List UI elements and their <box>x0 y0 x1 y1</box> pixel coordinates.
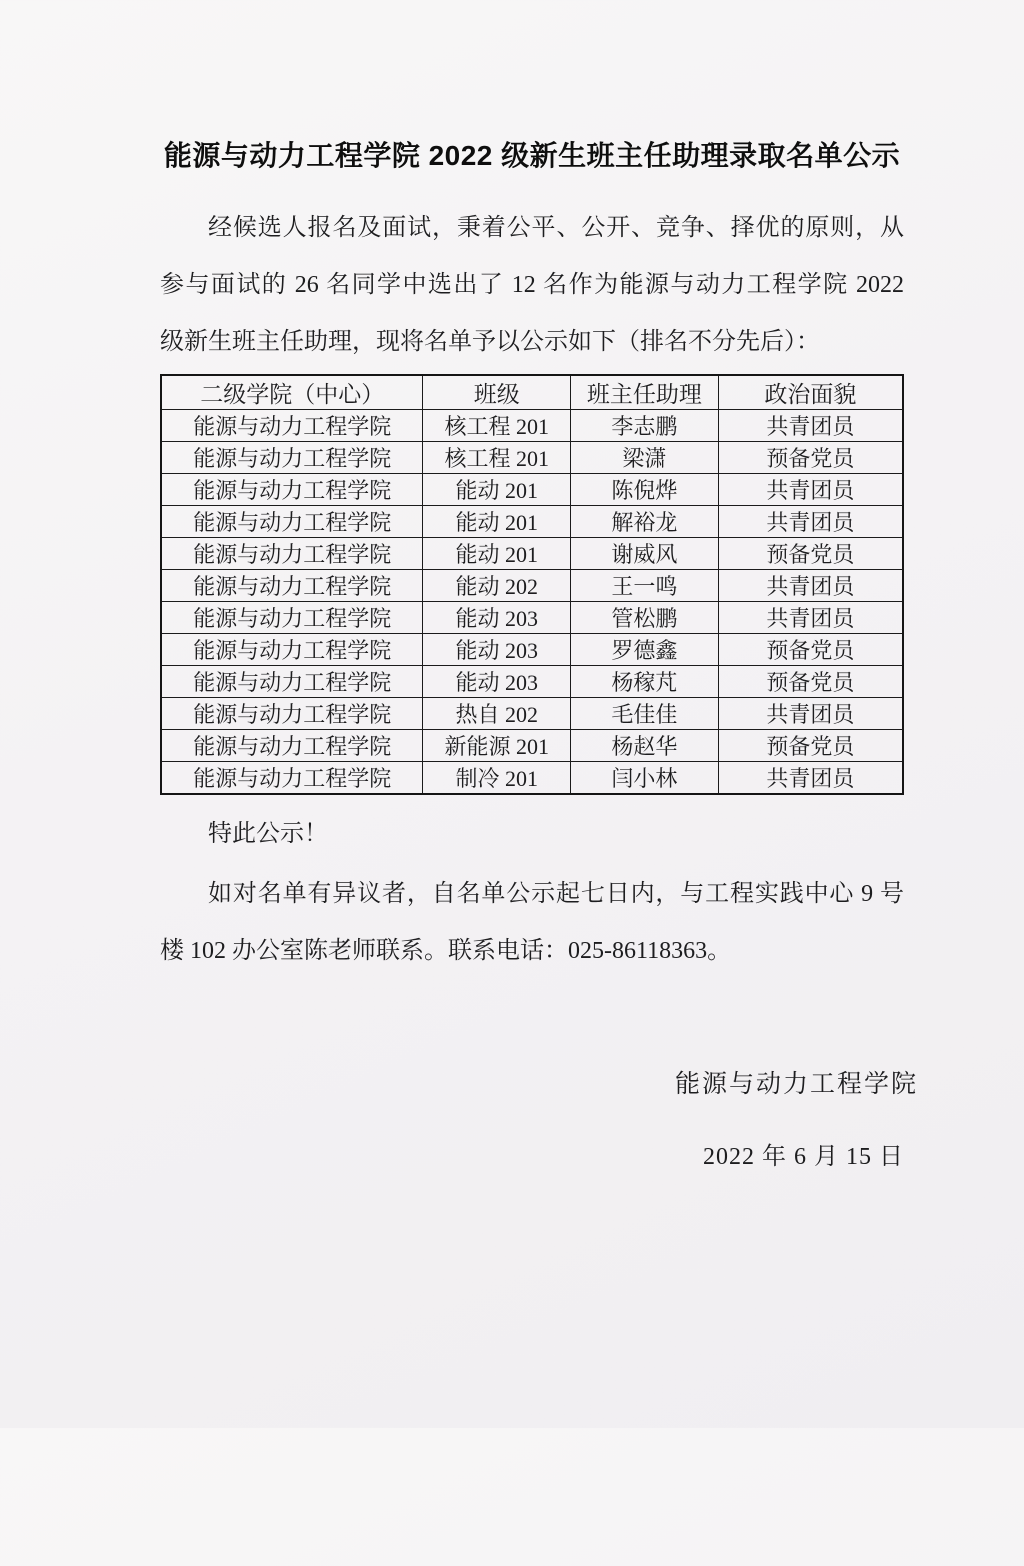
table-body <box>161 410 903 795</box>
table-cell: 能源与动力工程学院 <box>161 730 423 762</box>
table-cell: 陈倪烨 <box>571 474 719 506</box>
table-cell: 谢威风 <box>571 538 719 570</box>
table-cell: 能源与动力工程学院 <box>161 634 423 666</box>
table-cell: 共青团员 <box>718 410 903 442</box>
date: 2022 年 6 月 15 日 <box>703 1144 904 1170</box>
table-row <box>161 442 903 474</box>
table-header-row <box>161 375 903 410</box>
table-cell: 能源与动力工程学院 <box>161 506 423 538</box>
table-cell: 闫小林 <box>571 762 719 795</box>
table-cell: 共青团员 <box>718 474 903 506</box>
table-cell: 新能源 201 <box>423 730 571 762</box>
intro-line-2: 参与面试的 26 名同学中选出了 12 名作为能源与动力工程学院 2022 <box>160 272 904 298</box>
table-cell: 杨赵华 <box>571 730 719 762</box>
table-cell: 能源与动力工程学院 <box>161 410 423 442</box>
table-cell: 能源与动力工程学院 <box>161 666 423 698</box>
table-cell: 王一鸣 <box>571 570 719 602</box>
table-cell: 制冷 201 <box>423 762 571 795</box>
table-cell: 能动 201 <box>423 506 571 538</box>
header-class: 班级 <box>423 375 571 410</box>
table-cell: 能源与动力工程学院 <box>161 698 423 730</box>
intro-line-3: 级新生班主任助理，现将名单予以公示如下（排名不分先后）： <box>160 329 820 355</box>
table-cell: 能源与动力工程学院 <box>161 570 423 602</box>
table-row <box>161 762 903 795</box>
document-title: 能源与动力工程学院 2022 级新生班主任助理录取名单公示 <box>163 140 901 171</box>
table-cell: 共青团员 <box>718 506 903 538</box>
header-college: 二级学院（中心） <box>161 375 423 410</box>
table-cell: 预备党员 <box>718 442 903 474</box>
table-cell: 能动 202 <box>423 570 571 602</box>
table-row <box>161 602 903 634</box>
table-cell: 能动 201 <box>423 538 571 570</box>
table-cell: 能动 203 <box>423 634 571 666</box>
intro-line-1: 经候选人报名及面试，秉着公平、公开、竞争、择优的原则，从 <box>208 215 904 241</box>
table-cell: 解裕龙 <box>571 506 719 538</box>
table-cell: 预备党员 <box>718 730 903 762</box>
table-cell: 共青团员 <box>718 570 903 602</box>
contact-line-2: 楼 102 办公室陈老师联系。联系电话：025-86118363。 <box>160 938 732 964</box>
table-cell: 管松鹏 <box>571 602 719 634</box>
table-cell: 核工程 201 <box>423 410 571 442</box>
table-row <box>161 698 903 730</box>
header-political-status: 政治面貌 <box>718 375 903 410</box>
contact-paragraph <box>160 866 904 980</box>
table-row <box>161 506 903 538</box>
table-row <box>161 538 903 570</box>
signature: 能源与动力工程学院 <box>674 1071 918 1098</box>
table-row <box>161 730 903 762</box>
table-cell: 能动 203 <box>423 602 571 634</box>
table-cell: 杨稼芃 <box>571 666 719 698</box>
table-cell: 共青团员 <box>718 698 903 730</box>
table-cell: 热自 202 <box>423 698 571 730</box>
notice-line: 特此公示！ <box>208 821 328 847</box>
table-header-row <box>161 375 903 410</box>
table-cell: 能源与动力工程学院 <box>161 442 423 474</box>
table-cell: 能动 201 <box>423 474 571 506</box>
table-cell: 能动 203 <box>423 666 571 698</box>
table-cell: 能源与动力工程学院 <box>161 474 423 506</box>
table-cell: 能源与动力工程学院 <box>161 762 423 795</box>
table-cell: 预备党员 <box>718 666 903 698</box>
table-cell: 能源与动力工程学院 <box>161 538 423 570</box>
table-cell: 核工程 201 <box>423 442 571 474</box>
header-assistant: 班主任助理 <box>571 375 719 410</box>
table-cell: 共青团员 <box>718 602 903 634</box>
table-row <box>161 410 903 442</box>
table-row <box>161 666 903 698</box>
contact-line-1: 如对名单有异议者，自名单公示起七日内，与工程实践中心 9 号 <box>208 881 904 907</box>
table-cell: 共青团员 <box>718 762 903 795</box>
table-cell: 梁潇 <box>571 442 719 474</box>
table-cell: 预备党员 <box>718 538 903 570</box>
table-cell: 李志鹏 <box>571 410 719 442</box>
table-row <box>161 474 903 506</box>
document-page <box>0 138 1024 1566</box>
admission-roster-table <box>160 374 904 795</box>
table-cell: 能源与动力工程学院 <box>161 602 423 634</box>
table-cell: 毛佳佳 <box>571 698 719 730</box>
table-cell: 罗德鑫 <box>571 634 719 666</box>
table-row <box>161 570 903 602</box>
table-cell: 预备党员 <box>718 634 903 666</box>
intro-paragraph <box>160 200 904 371</box>
table-row <box>161 634 903 666</box>
